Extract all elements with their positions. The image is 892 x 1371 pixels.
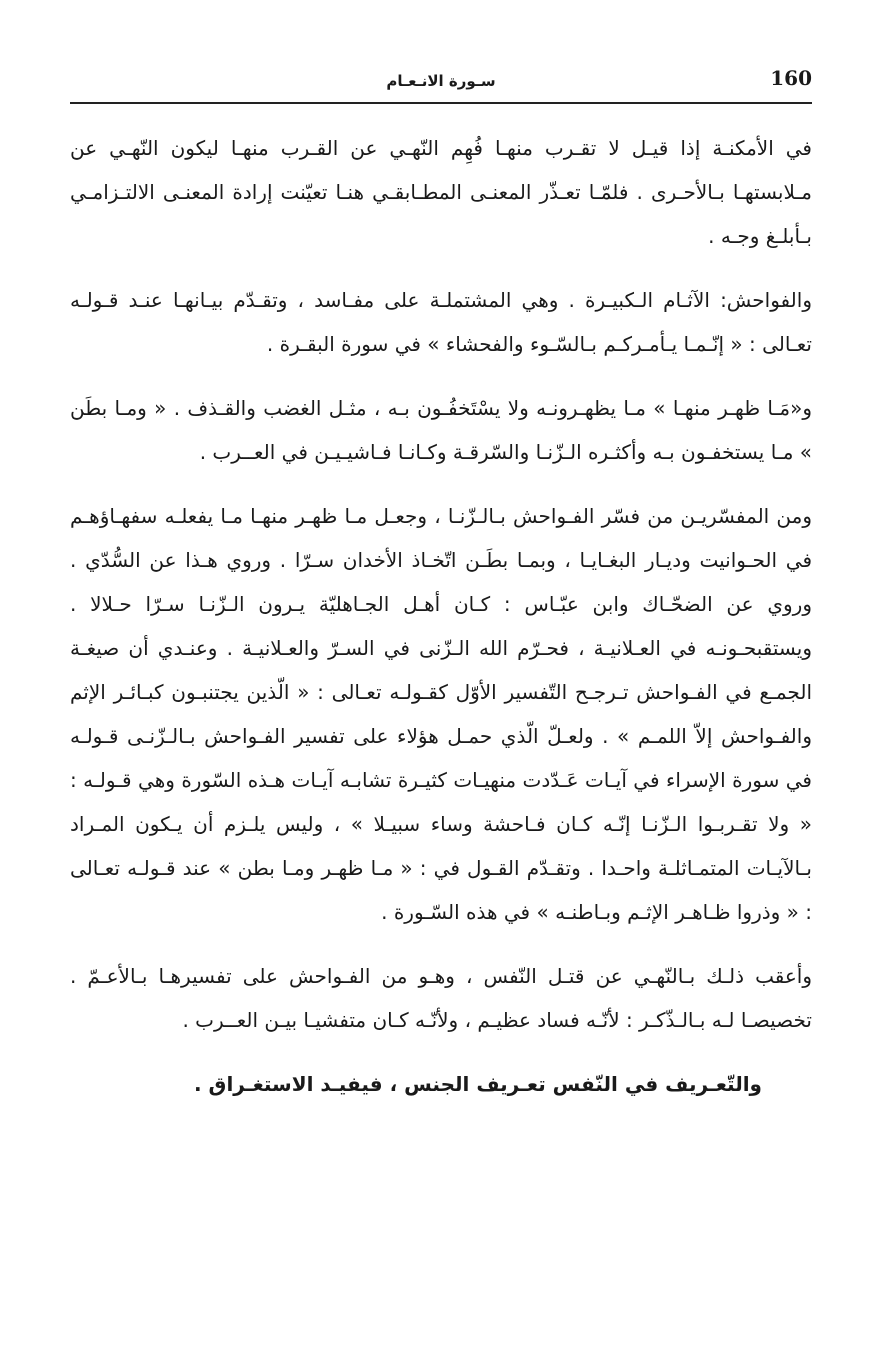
paragraph: وأعقب ذلـك بـالنّهـي عن قتـل النّفس ، وهـو من الفـواحش على تفسيرهـا بـالأعـمّ . تخصيصـا لـه بـالـذّكـر : لأنّـه فساد عظيـم ، ولأنّـه كـان متفشيـا بيـن العــرب .: [70, 964, 812, 1032]
paragraph: و«مَـا ظهـر منهـا » مـا يظهـرونـه ولا يسْتَخفُـون بـه ، مثـل الغضب والقـذف . « ومـا بطَن » مـا يستخفـون بـه وأكثـره الـزّنـا والسّرقـة وكـانـا فـاشيـيـن في العــرب .: [70, 396, 812, 464]
paragraph: ومن المفسّريـن من فسّر الفـواحش بـالـزّنـا ، وجعـل مـا ظهـر منهـا مـا يفعلـه سفهـاؤهـم في الحـوانيت وديـار البغـايـا ، وبمـا بطَـن اتّخـاذ الأخدان سـرّا . وروي هـذا عن السُّدّي . وروي عن الضحّـاك وابن عبّـاس : كـان أهـل الجـاهليّة يـرون الـزّنـا سـرّا حـلالا . ويستقبحـونـه في العـلانيـة ، فحـرّم الله الـزّنى في السـرّ والعـلانيـة . وعنـدي أن صيغـة الجمـع في الفـواحش تـرجـح التّفسير الأوّل كقـولـه تعـالى : « الّذين يجتنبـون كبـائـر الإثم والفـواحش إلاّ اللمـم » . ولعـلّ الّذي حمـل هؤلاء على تفسير الفـواحش بـالـزّنـى قـولـه في سورة الإسراء في آيـات عَـدّدت منهيـات كثيـرة تشابـه آيـات هـذه السّورة وهي قـولـه : « ولا تقـربـوا الـزّنـا إنّـه كـان فـاحشة وساء سبيـلا » ، وليس يلـزم أن يـكون المـراد بـالآيـات المتمـاثلـة واحـدا . وتقـدّم القـول في : « مـا ظهـر ومـا بطن » عند قـولـه تعـالى : « وذروا ظـاهـر الإثـم وبـاطنـه » في هذه السّـورة .: [70, 504, 812, 924]
page-number: 160: [770, 66, 812, 90]
paragraph: والتّعـريف في النّفس تعـريف الجنس ، فيفيـد الاستغـراق .: [194, 1072, 762, 1096]
page-body: [70, 126, 812, 1126]
page-header: [70, 66, 812, 104]
running-title: سـورة الانـعـام: [386, 72, 496, 90]
paragraph: في الأمكنـة إذا قيـل لا تقـرب منهـا فُهِم النّهـي عن القـرب منهـا ليكون النّهـي عن مـلابستهـا بـالأحـرى . فلمّـا تعـذّر المعنـى المطـابقـي هنـا تعيّنت إرادة المعنـى الالتـزامـي بـأبلـغ وجـه .: [70, 136, 812, 248]
paragraph: والفواحش: الآثـام الـكبيـرة . وهي المشتملـة على مفـاسد ، وتقـدّم بيـانهـا عنـد قـولـه تعـالى : « إنّـمـا يـأمـركـم بـالسّـوء والفحشاء » في سورة البقـرة .: [70, 288, 812, 356]
